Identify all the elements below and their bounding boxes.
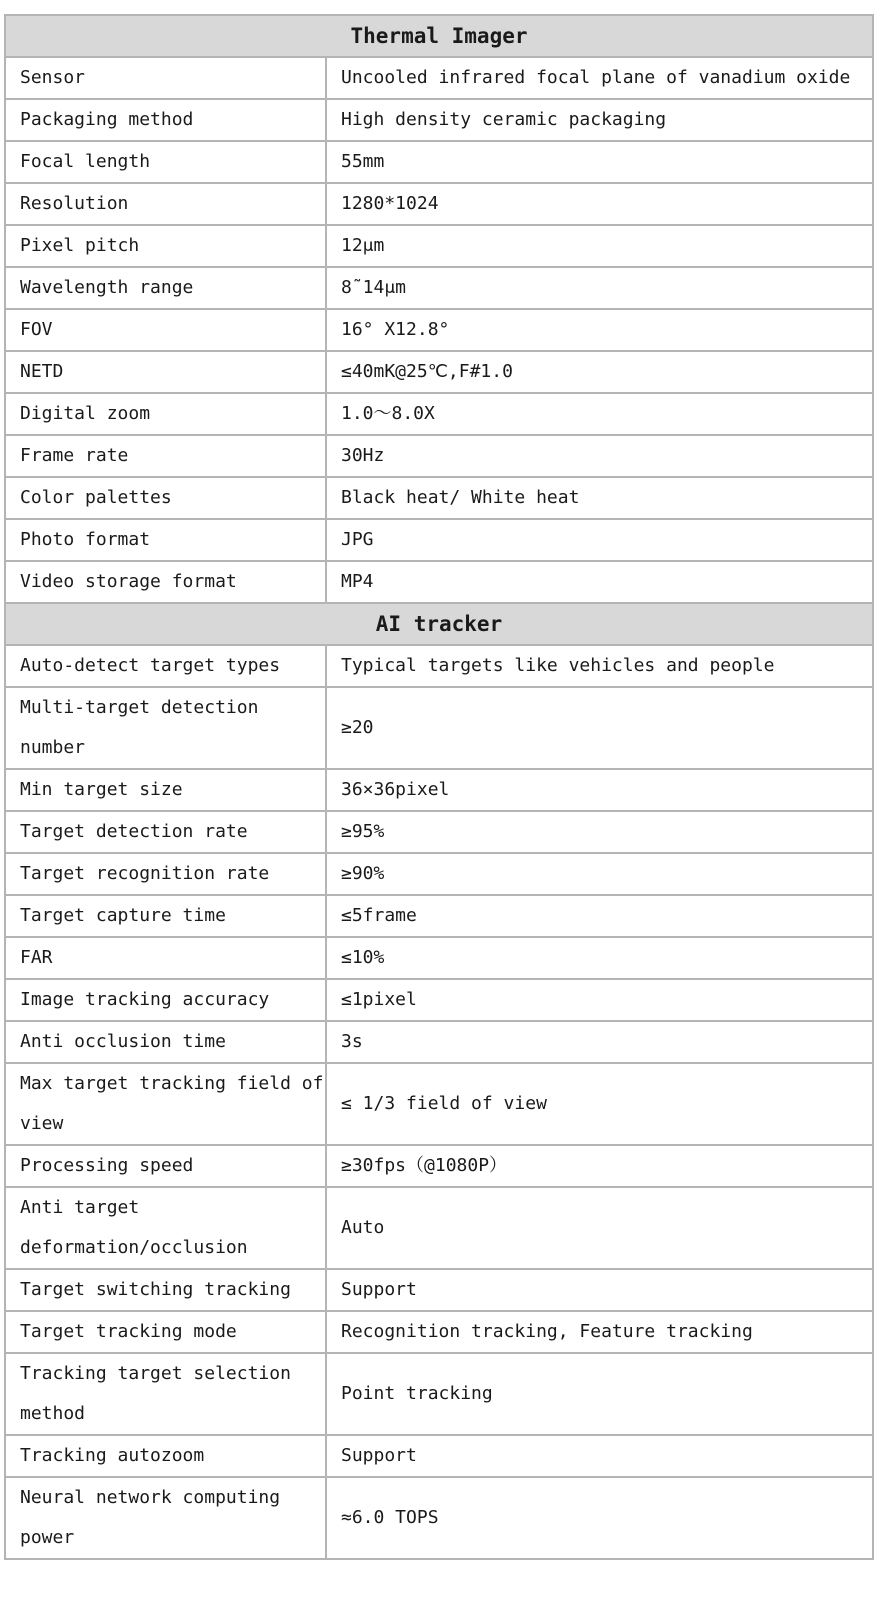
spec-value: ≥95% bbox=[326, 811, 873, 853]
spec-value: Typical targets like vehicles and people bbox=[326, 645, 873, 687]
spec-label: Sensor bbox=[5, 57, 326, 99]
table-row bbox=[5, 937, 873, 979]
spec-label: Anti occlusion time bbox=[5, 1021, 326, 1063]
table-row bbox=[5, 1269, 873, 1311]
spec-label: Target recognition rate bbox=[5, 853, 326, 895]
spec-label: Wavelength range bbox=[5, 267, 326, 309]
table-row bbox=[5, 99, 873, 141]
spec-label: Max target tracking field of view bbox=[5, 1063, 326, 1145]
spec-value: Recognition tracking, Feature tracking bbox=[326, 1311, 873, 1353]
table-row bbox=[5, 519, 873, 561]
table-row bbox=[5, 645, 873, 687]
spec-value: Uncooled infrared focal plane of vanadium oxide bbox=[326, 57, 873, 99]
spec-label: Min target size bbox=[5, 769, 326, 811]
spec-value: 12μm bbox=[326, 225, 873, 267]
table-row bbox=[5, 309, 873, 351]
table-row bbox=[5, 57, 873, 99]
spec-value: ≈6.0 TOPS bbox=[326, 1477, 873, 1559]
spec-value: ≤1pixel bbox=[326, 979, 873, 1021]
table-row bbox=[5, 477, 873, 519]
spec-label: FOV bbox=[5, 309, 326, 351]
table-row bbox=[5, 1435, 873, 1477]
spec-label: Resolution bbox=[5, 183, 326, 225]
table-row bbox=[5, 267, 873, 309]
spec-value: Support bbox=[326, 1435, 873, 1477]
spec-value: ≤40mK@25℃,F#1.0 bbox=[326, 351, 873, 393]
spec-value: 8˜14μm bbox=[326, 267, 873, 309]
table-row bbox=[5, 895, 873, 937]
spec-label: Pixel pitch bbox=[5, 225, 326, 267]
spec-value: ≤5frame bbox=[326, 895, 873, 937]
section-header bbox=[5, 603, 873, 645]
table-row bbox=[5, 1021, 873, 1063]
spec-label: Target tracking mode bbox=[5, 1311, 326, 1353]
spec-value: 1280*1024 bbox=[326, 183, 873, 225]
spec-value: ≤10% bbox=[326, 937, 873, 979]
table-row bbox=[5, 225, 873, 267]
table-row bbox=[5, 1477, 873, 1559]
spec-label: Tracking autozoom bbox=[5, 1435, 326, 1477]
section-header bbox=[5, 15, 873, 57]
table-row bbox=[5, 435, 873, 477]
spec-label: Tracking target selection method bbox=[5, 1353, 326, 1435]
spec-value: ≥90% bbox=[326, 853, 873, 895]
table-row bbox=[5, 1353, 873, 1435]
spec-value: Point tracking bbox=[326, 1353, 873, 1435]
table-row bbox=[5, 393, 873, 435]
spec-label: Photo format bbox=[5, 519, 326, 561]
spec-value: MP4 bbox=[326, 561, 873, 603]
section-title: AI tracker bbox=[5, 603, 873, 645]
spec-label: Image tracking accuracy bbox=[5, 979, 326, 1021]
table-row bbox=[5, 853, 873, 895]
table-row bbox=[5, 979, 873, 1021]
spec-label: Processing speed bbox=[5, 1145, 326, 1187]
table-row bbox=[5, 351, 873, 393]
spec-value: 55mm bbox=[326, 141, 873, 183]
spec-value: Auto bbox=[326, 1187, 873, 1269]
spec-table bbox=[4, 14, 874, 1560]
spec-label: Target capture time bbox=[5, 895, 326, 937]
spec-value: 30Hz bbox=[326, 435, 873, 477]
spec-label: NETD bbox=[5, 351, 326, 393]
spec-label: Video storage format bbox=[5, 561, 326, 603]
spec-value: ≥20 bbox=[326, 687, 873, 769]
spec-label: Multi-target detection number bbox=[5, 687, 326, 769]
spec-label: Focal length bbox=[5, 141, 326, 183]
spec-value: 1.0～8.0X bbox=[326, 393, 873, 435]
spec-value: 3s bbox=[326, 1021, 873, 1063]
spec-value: JPG bbox=[326, 519, 873, 561]
table-row bbox=[5, 1063, 873, 1145]
table-row bbox=[5, 687, 873, 769]
spec-label: Target detection rate bbox=[5, 811, 326, 853]
spec-label: Neural network computing power bbox=[5, 1477, 326, 1559]
table-row bbox=[5, 811, 873, 853]
spec-label: Frame rate bbox=[5, 435, 326, 477]
table-row bbox=[5, 1145, 873, 1187]
spec-value: ≥30fps（@1080P） bbox=[326, 1145, 873, 1187]
spec-value: ≤ 1/3 field of view bbox=[326, 1063, 873, 1145]
table-row bbox=[5, 561, 873, 603]
spec-value: High density ceramic packaging bbox=[326, 99, 873, 141]
table-row bbox=[5, 1187, 873, 1269]
section-title: Thermal Imager bbox=[5, 15, 873, 57]
table-row bbox=[5, 1311, 873, 1353]
table-row bbox=[5, 183, 873, 225]
spec-label: Anti target deformation/occlusion bbox=[5, 1187, 326, 1269]
spec-value: 16° X12.8° bbox=[326, 309, 873, 351]
spec-label: Color palettes bbox=[5, 477, 326, 519]
table-row bbox=[5, 141, 873, 183]
spec-label: Digital zoom bbox=[5, 393, 326, 435]
spec-label: FAR bbox=[5, 937, 326, 979]
spec-value: Support bbox=[326, 1269, 873, 1311]
spec-label: Auto-detect target types bbox=[5, 645, 326, 687]
spec-label: Packaging method bbox=[5, 99, 326, 141]
spec-value: Black heat/ White heat bbox=[326, 477, 873, 519]
spec-label: Target switching tracking bbox=[5, 1269, 326, 1311]
spec-value: 36×36pixel bbox=[326, 769, 873, 811]
table-row bbox=[5, 769, 873, 811]
